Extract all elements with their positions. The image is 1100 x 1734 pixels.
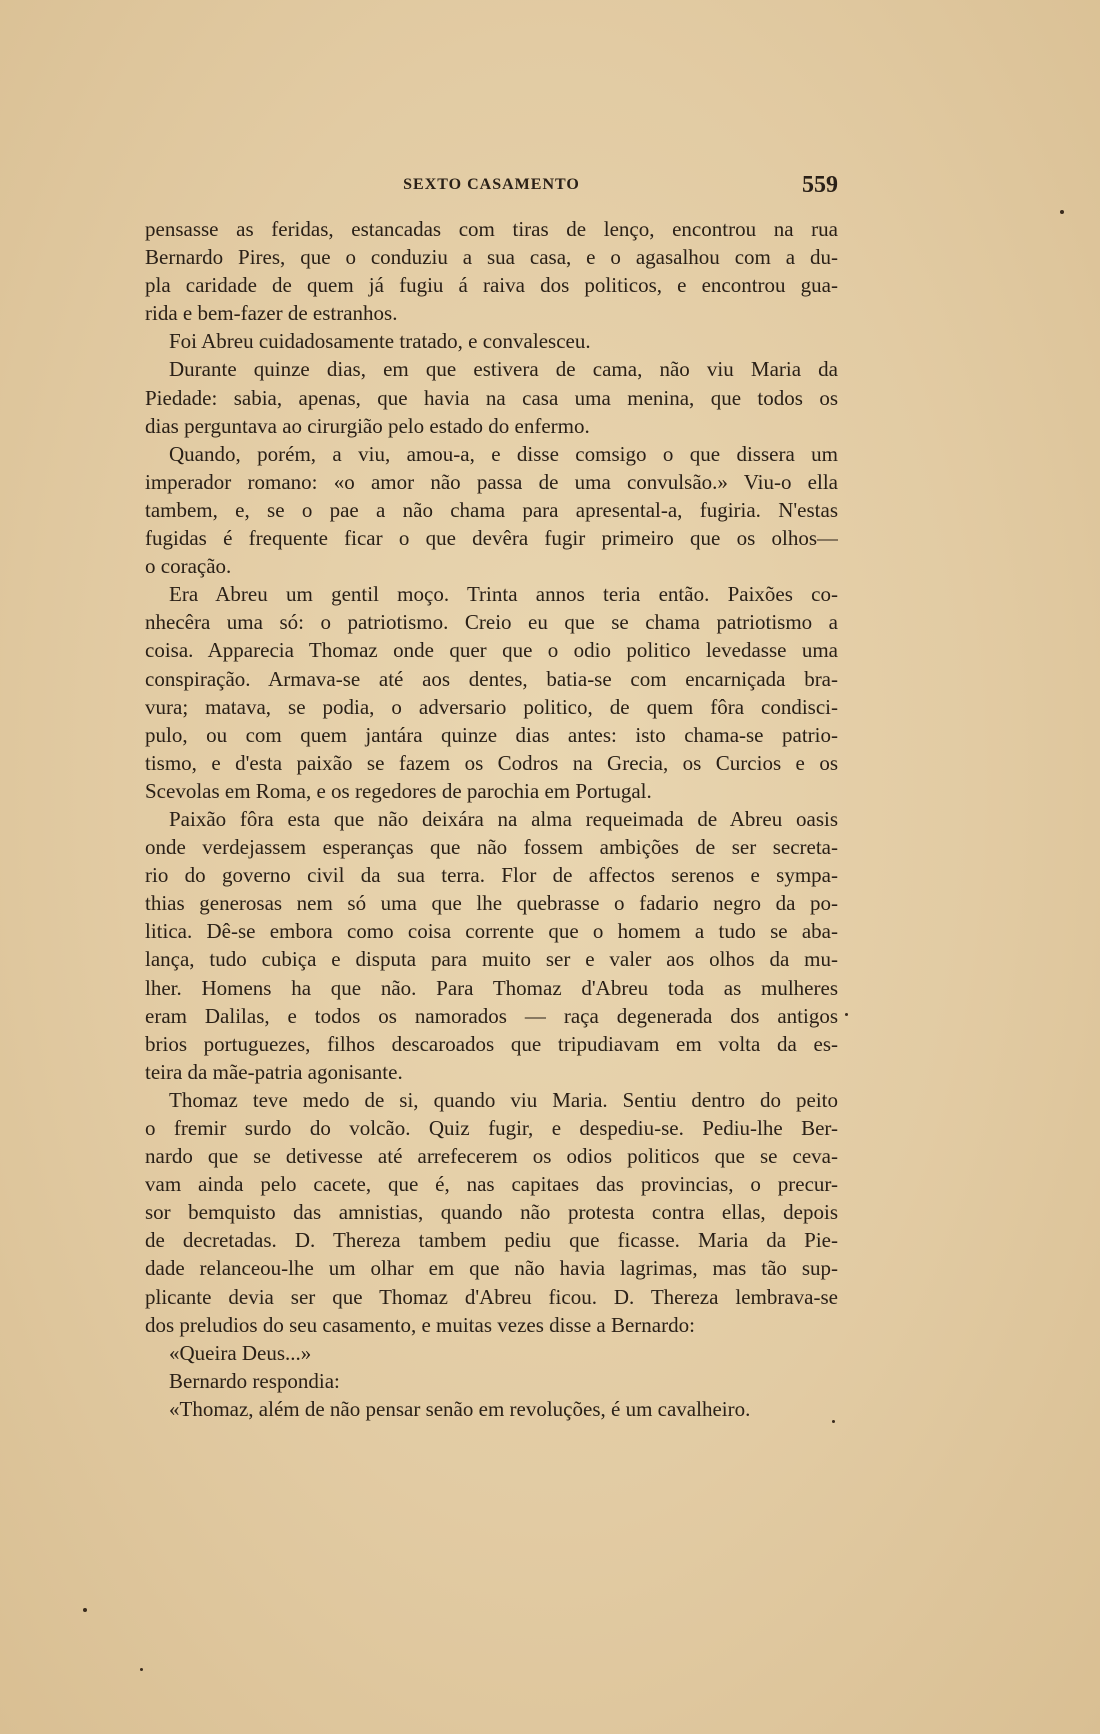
page-number: 559 xyxy=(802,172,838,198)
text-line: tambem, e, se o pae a não chama para apresental-a, fugiria. N'estas xyxy=(145,497,838,522)
text-line: sor bemquisto das amnistias, quando não protesta contra ellas, depois xyxy=(145,1200,838,1225)
paper-speck xyxy=(1060,210,1064,214)
text-line: pulo, ou com quem jantára quinze dias antes: isto chama-se patrio- xyxy=(145,722,838,747)
text-line: «Queira Deus...» xyxy=(169,1340,312,1365)
text-line: vura; matava, se podia, o adversario politico, de quem fôra condisci- xyxy=(145,694,838,719)
text-line: lança, tudo cubiça e disputa para muito ser e valer aos olhos da mu- xyxy=(145,947,838,972)
text-line: Durante quinze dias, em que estivera de cama, não viu Maria da xyxy=(169,357,838,382)
page-header xyxy=(145,172,838,202)
paper-speck xyxy=(140,1668,143,1671)
text-line: dias perguntava ao cirurgião pelo estado do enfermo. xyxy=(145,413,590,438)
text-line: Foi Abreu cuidadosamente tratado, e convalesceu. xyxy=(169,329,591,354)
text-line: rida e bem-fazer de estranhos. xyxy=(145,301,398,326)
text-line: brios portuguezes, filhos descaroados que tripudiavam em volta da es- xyxy=(145,1031,838,1056)
text-line: de decretadas. D. Thereza tambem pediu que ficasse. Maria da Pie- xyxy=(145,1228,838,1253)
text-line: Bernardo Pires, que o conduziu a sua casa, e o agasalhou com a du- xyxy=(145,245,838,270)
text-line: o fremir surdo do volcão. Quiz fugir, e despediu-se. Pediu-lhe Ber- xyxy=(145,1116,838,1140)
text-line: Quando, porém, a viu, amou-a, e disse comsigo o que dissera um xyxy=(169,441,838,466)
text-line: «Thomaz, além de não pensar senão em revoluções, é um cavalheiro. xyxy=(169,1396,751,1421)
text-line: lher. Homens ha que não. Para Thomaz d'Abreu toda as mulheres xyxy=(145,975,838,1000)
body-text xyxy=(145,215,838,1423)
text-line: nhecêra uma só: o patriotismo. Creio eu que se chama patriotismo a xyxy=(145,610,838,635)
text-line: Bernardo respondia: xyxy=(169,1368,340,1393)
text-line: Thomaz teve medo de si, quando viu Maria. Sentiu dentro do peito xyxy=(169,1087,838,1112)
text-line: nardo que se detivesse até arrefecerem os odios politicos que se ceva- xyxy=(145,1144,838,1169)
text-line: vam ainda pelo cacete, que é, nas capitaes das provincias, o precur- xyxy=(145,1172,838,1197)
text-line: fugidas é frequente ficar o que devêra fugir primeiro que os olhos— xyxy=(145,526,838,551)
paper-speck xyxy=(83,1608,87,1612)
text-line: o coração. xyxy=(145,554,232,579)
paper-speck xyxy=(832,1420,835,1423)
text-line: pla caridade de quem já fugiu á raiva dos politicos, e encontrou gua- xyxy=(145,273,838,298)
text-line: litica. Dê-se embora como coisa corrente que o homem a tudo se aba- xyxy=(145,919,838,944)
text-line: eram Dalilas, e todos os namorados — raça degenerada dos antigos xyxy=(145,1003,838,1028)
text-line: thias generosas nem só uma que lhe quebrasse o fadario negro da po- xyxy=(145,891,838,916)
text-line: teira da mãe-patria agonisante. xyxy=(145,1059,403,1084)
text-line: Paixão fôra esta que não deixára na alma requeimada de Abreu oasis xyxy=(169,806,838,831)
text-line: tismo, e d'esta paixão se fazem os Codros na Grecia, os Curcios e os xyxy=(145,750,838,775)
text-line: plicante devia ser que Thomaz d'Abreu ficou. D. Thereza lembrava-se xyxy=(145,1284,838,1309)
text-line: pensasse as feridas, estancadas com tiras de lenço, encontrou na rua xyxy=(145,217,838,241)
text-line: dade relanceou-lhe um olhar em que não havia lagrimas, mas tão sup- xyxy=(145,1256,838,1281)
text-line: onde verdejassem esperanças que não fossem ambições de ser secreta- xyxy=(145,835,838,860)
text-line: rio do governo civil da sua terra. Flor de affectos serenos e sympa- xyxy=(145,863,838,888)
text-line: coisa. Apparecia Thomaz onde quer que o odio politico levedasse uma xyxy=(145,638,838,663)
text-line: Scevolas em Roma, e os regedores de parochia em Portugal. xyxy=(145,778,652,803)
text-line: conspiração. Armava-se até aos dentes, batia-se com encarniçada bra- xyxy=(145,666,838,691)
running-title: SEXTO CASAMENTO xyxy=(403,176,580,193)
text-line: Era Abreu um gentil moço. Trinta annos teria então. Paixões co- xyxy=(169,582,838,607)
paper-speck xyxy=(845,1013,848,1016)
text-line: imperador romano: «o amor não passa de uma convulsão.» Viu-o ella xyxy=(145,469,838,494)
text-line: Piedade: sabia, apenas, que havia na casa uma menina, que todos os xyxy=(145,385,838,410)
text-line: dos preludios do seu casamento, e muitas vezes disse a Bernardo: xyxy=(145,1312,695,1337)
